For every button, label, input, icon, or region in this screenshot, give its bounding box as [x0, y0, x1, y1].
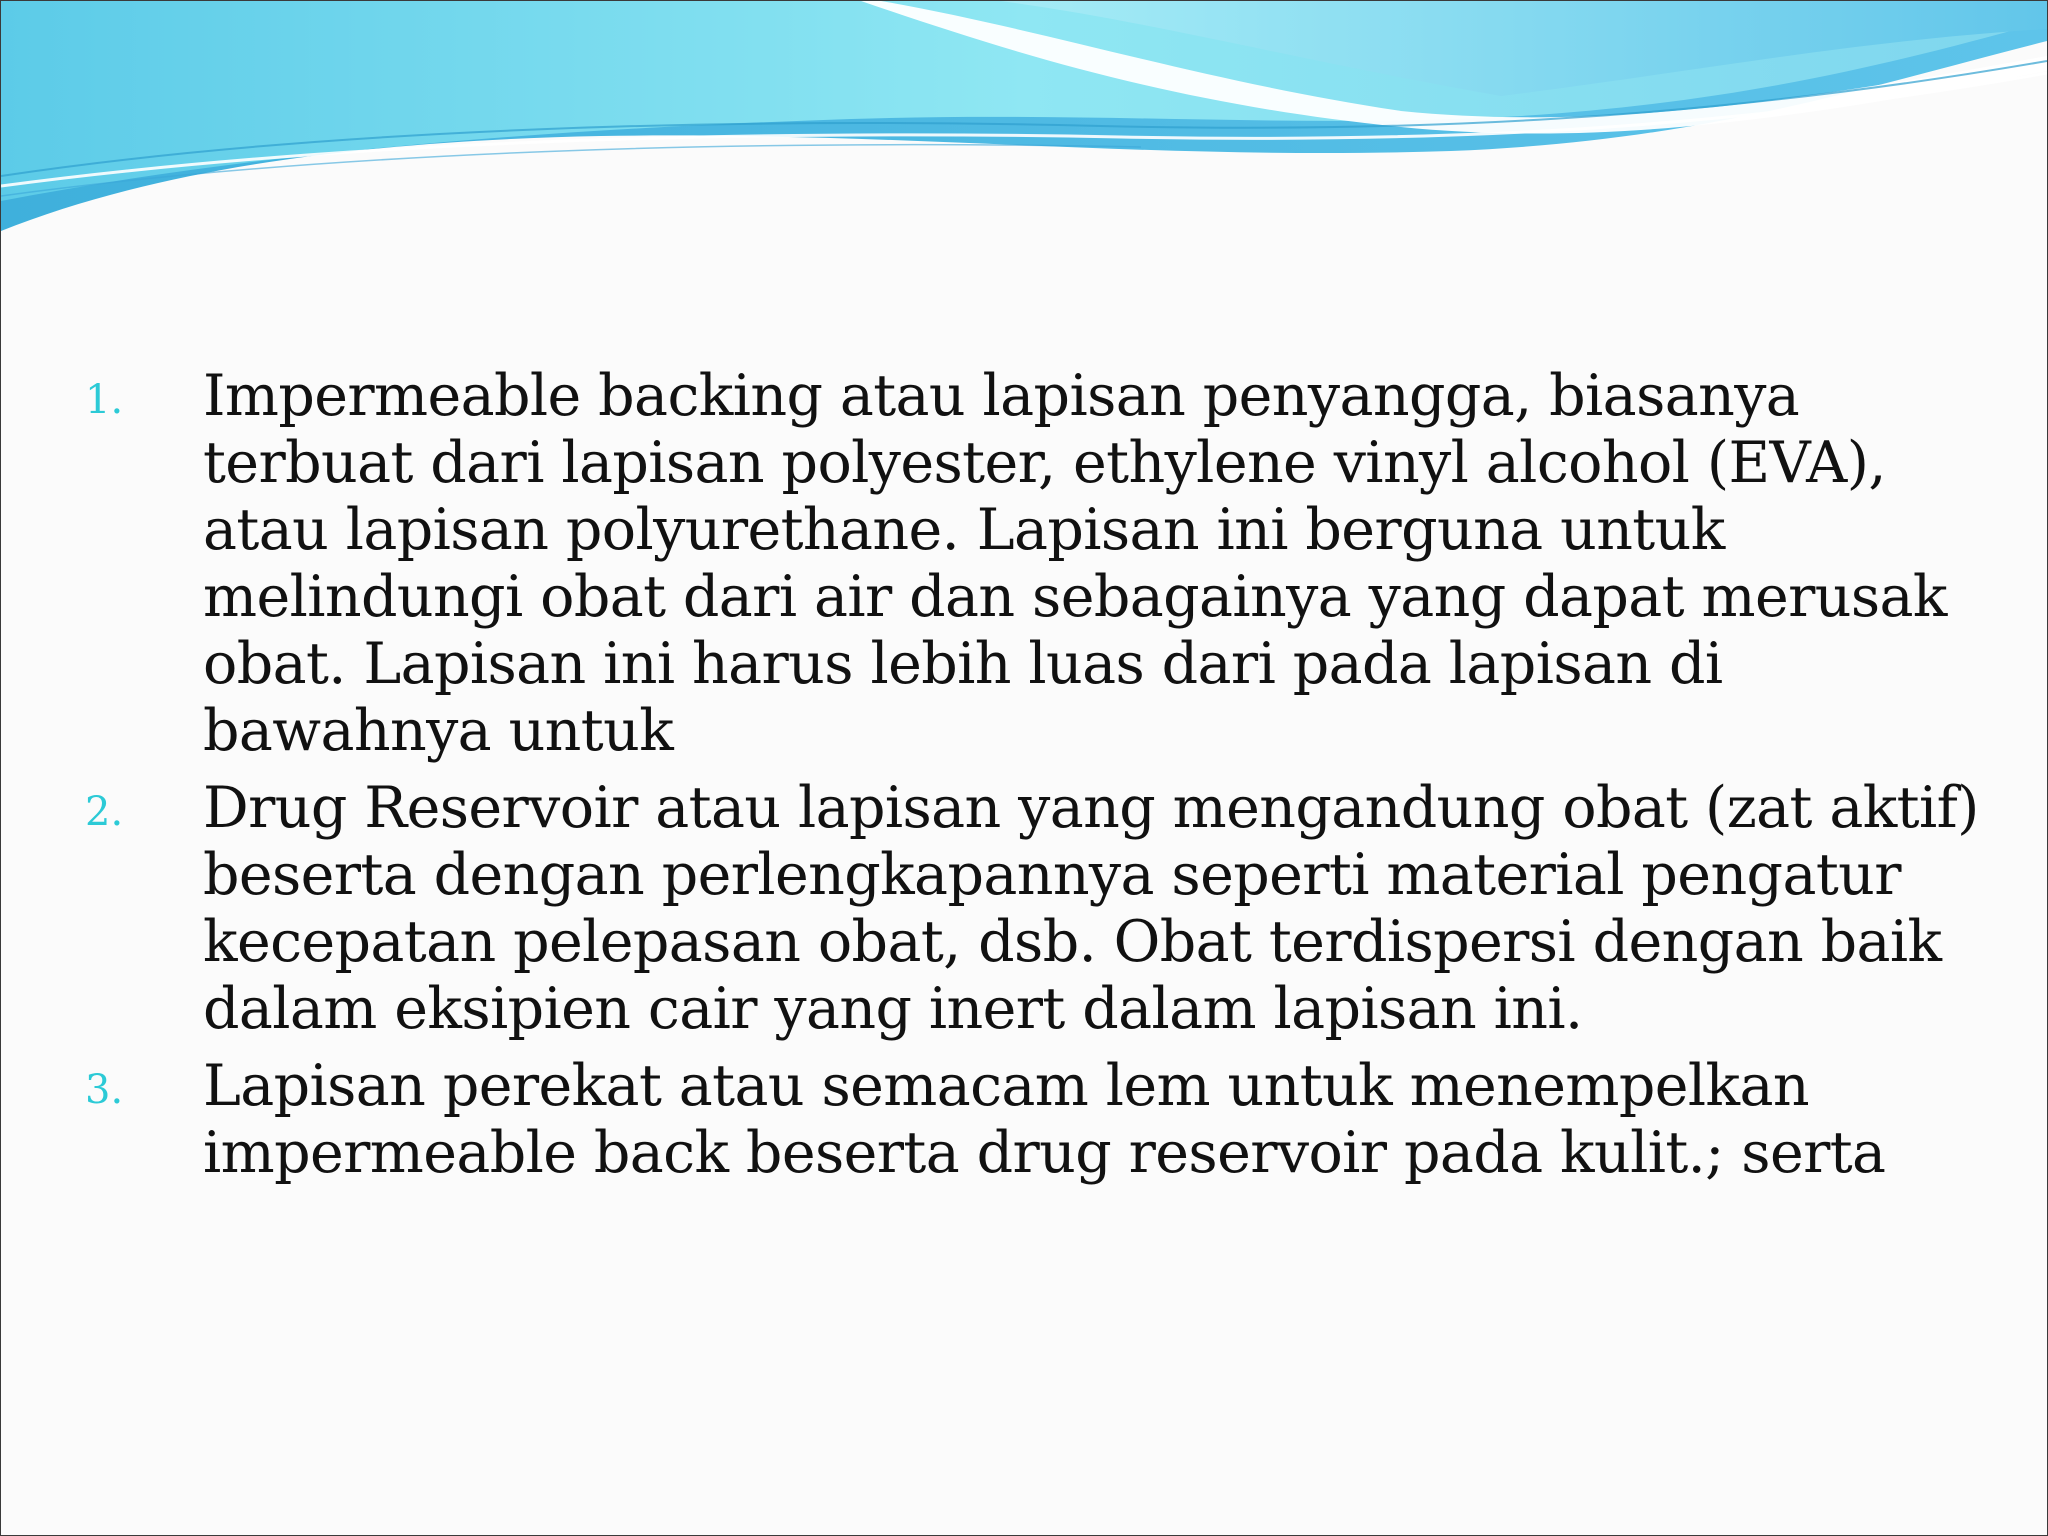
list-item-3: [85, 1053, 1985, 1187]
list-item-2: [85, 775, 1985, 1043]
list-item-text: Impermeable backing atau lapisan penyangga, biasanya terbuat dari lapisan polyester, ethylene vinyl alcohol (EVA), atau lapisan polyurethane. Lapisan ini berguna untuk melindungi obat dari air dan sebagainya yang dapat merusak obat. Lapisan ini harus lebih luas dari pada lapisan di bawahnya untuk: [203, 363, 1947, 764]
numbered-list: [85, 363, 1985, 1197]
list-number: 2.: [85, 789, 124, 835]
header-wave-decoration: [1, 1, 2047, 241]
list-number: 1.: [85, 377, 124, 423]
list-item-text: Drug Reservoir atau lapisan yang mengandung obat (zat aktif) beserta dengan perlengkapannya seperti material pengatur kecepatan pelepasan obat, dsb. Obat terdispersi dengan baik dalam eksipien cair yang inert dalam lapisan ini.: [203, 775, 1979, 1042]
list-item-1: [85, 363, 1985, 765]
list-number: 3.: [85, 1067, 124, 1113]
list-item-text: Lapisan perekat atau semacam lem untuk menempelkan impermeable back beserta drug reservoir pada kulit.; serta: [203, 1053, 1886, 1186]
